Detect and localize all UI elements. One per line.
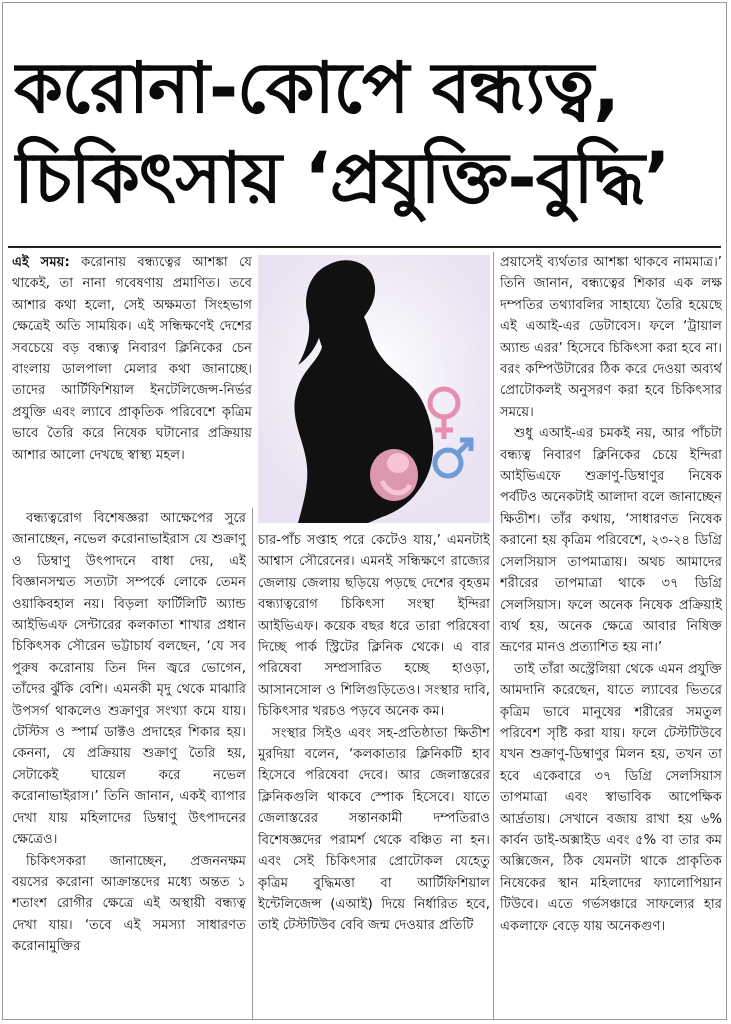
dateline: এই সময়: (12, 255, 70, 270)
column-divider (493, 252, 494, 1020)
article-column-3 (500, 252, 722, 1022)
paragraph: শুধু এআই-এর চমকই নয়, আর পাঁচটা বন্ধ্যত্ব নিবারণ ক্লিনিকের চেয়ে ইন্দিরা আইভিএফে শুক্রাণু-ডিম্বাণুর নিষেক পর্বটিও অনেকটাই আলাদা বলে জানাচ্ছেন ক্ষিতীশ। তাঁর কথায়, ‘সাধারণত নিষেক করানো হয় কৃত্রিম পরিবেশে, ২৩-২৪ ডিগ্রি সেলসিয়াস তাপমাত্রায়। অথচ আমাদের শরীরের তাপমাত্রা থাকে ৩৭ ডিগ্রি সেলসিয়াস। ফলে অনেক নিষেক প্রক্রিয়াই ব্যর্থ হয়, অনেক ক্ষেত্রে আবার নিষিক্ত ভ্রূণের মানও প্রত্যাশিত হয় না।’ (500, 426, 722, 656)
headline-line-1: করোনা-কোপে বন্ধ্যত্ব, (14, 47, 619, 129)
article-column-1 (12, 508, 246, 1022)
silhouette-svg (258, 255, 490, 523)
article-column-2 (258, 530, 490, 1022)
paragraph: তাই তাঁরা অস্ট্রেলিয়া থেকে এমন প্রযুক্তি আমদানি করেছেন, যাতে ল্যাবের ভিতরে কৃত্রিম ভাবে মানুষের শরীরের সমতুল পরিবেশ সৃষ্টি করা যায়। ফলে টেস্টটিউবে যখন শুক্রাণু-ডিম্বাণুর মিলন হয়, তখন তা হবে একেবারে ৩৭ ডিগ্রি সেলসিয়াস তাপমাত্রা এবং স্বাভাবিক আপেক্ষিক আর্দ্রতায়। সেখানে বজায় রাখা হয় ৬% কার্বন ডাই-অক্সাইড এবং ৫% বা তার কম অক্সিজেন, ঠিক যেমনটা থাকে প্রাকৃতিক নিষেকের স্থান মহিলাদের ফ্যালোপিয়ান টিউবে। এতে গর্ভসঞ্চারে সাফল্যের হার একলাফে বেড়ে যায় অনেকগুণ। (500, 661, 722, 934)
paragraph: বন্ধ্যত্বরোগ বিশেষজ্ঞরা আক্ষেপের সুরে জানাচ্ছেন, নভেল করোনাভাইরাস যে শুক্রাণু ও ডিম্বাণু উৎপাদনে বাধা দেয়, এই বিজ্ঞানসম্মত সত্যটা সম্পর্কে লোকে তেমন ওয়াকিবহাল নয়। বিড়লা ফার্টিলিটি অ্যান্ড আইভিএফ সেন্টারের কলকাতা শাখার প্রধান চিকিৎসক সৌরেন ভট্টাচার্য বলছেন, ‘যে সব পুরুষ করোনায় তিন দিন জ্বরে ভোগেন, তাঁদের ঝুঁকি বেশি। এমনকী মৃদু থেকে মাঝারি উপসর্গ থাকলেও শুক্রাণুর সংখ্যা কমে যায়। টেস্টিস ও স্পার্ম ডাক্টও প্রদাহের শিকার হয়। কেননা, যে প্রক্রিয়ায় শুক্রাণু তৈরি হয়, সেটাকেই ঘায়েল করে নভেল করোনাভাইরাস।’ তিনি জানান, একই ব্যাপার দেখা যায় মহিলাদের ডিম্বাণু উৎপাদনের ক্ষেত্রেও। (12, 511, 246, 848)
headline-rule (8, 246, 721, 248)
fetus-icon (370, 449, 418, 501)
headline-line-2: চিকিৎসায় ‘প্রযুক্তি-বুদ্ধি’ (14, 137, 670, 219)
paragraph: সংস্থার সিইও এবং সহ-প্রতিষ্ঠাতা ক্ষিতীশ মুরদিয়া বলেন, ‘কলকাতার ক্লিনিকটি হাব হিসেবে পরিষেবা দেবে। আর জেলাস্তরের ক্লিনিকগুলি থাকবে স্পোক হিসেবে। যাতে জেলাস্তরের সন্তানকামী দম্পতিরাও বিশেষজ্ঞদের পরামর্শ থেকে বঞ্চিত না হন। এবং সেই চিকিৎসার প্রোটোকল যেহেতু কৃত্রিম বুদ্ধিমত্তা বা আর্টিফিশিয়াল ইন্টেলিজেন্স (এআই) দিয়ে নির্ধারিত হবে, তাই টেস্টটিউব বেবি জন্ম দেওয়ার প্রতিটি (258, 725, 490, 934)
column-divider (252, 508, 253, 1020)
intro-paragraph (12, 252, 252, 506)
paragraph: চিকিৎসকরা জানাচ্ছেন, প্রজননক্ষম বয়সের করোনা আক্রান্তদের মধ্যে অন্তত ১ শতাংশ রোগীর ক্ষেত্রে এই অস্থায়ী বন্ধ্যত্ব দেখা যায়। ‘তবে এই সমস্যা সাধারণত করোনামুক্তির (12, 853, 246, 955)
paragraph: চার-পাঁচ সপ্তাহ পরে কেটেও যায়,’ এমনটাই আশ্বাস সৌরেনের। এমনই সন্ধিক্ষণে রাজ্যের জেলায় জেলায় ছড়িয়ে পড়ছে দেশের বৃহত্তম বন্ধ্যাত্বরোগ চিকিৎসা সংস্থা ইন্দিরা আইভিএফ। কয়েক বছর ধরে তারা পরিষেবা দিচ্ছে পার্ক স্ট্রিটের ক্লিনিক থেকে। এ বার পরিষেবা সম্প্রসারিত হচ্ছে হাওড়া, আসানসোল ও শিলিগুড়িতেও। সংস্থার দাবি, চিকিৎসার খরচও পড়বে অনেক কম। (258, 533, 490, 720)
pregnancy-silhouette-illustration (258, 255, 490, 523)
paragraph: প্রয়াসেই ব্যর্থতার আশঙ্কা থাকবে নামমাত্র।’ তিনি জানান, বন্ধ্যত্বের শিকার এক লক্ষ দম্পতির তথ্যাবলির সাহায্যে তৈরি হয়েছে এই এআই-এর ডেটাবেস। ফলে ‘ট্রায়াল অ্যান্ড এরর’ হিসেবে চিকিৎসা করা হবে না। বরং কম্পিউটারের ঠিক করে দেওয়া অব্যর্থ প্রোটোকলই অনুসরণ করা হবে চিকিৎসার সময়ে। (500, 255, 722, 420)
intro-text: করোনায় বন্ধ্যত্বের আশঙ্কা যে থাকেই, তা নানা গবেষণায় প্রমাণিত। তবে আশার কথা হলো, সেই অক্ষমতা সিংহভাগ ক্ষেত্রেই অতি সাময়িক। এই সন্ধিক্ষণেই দেশের সবচেয়ে বড় বন্ধ্যত্ব নিবারণ ক্লিনিকের চেন বাংলায় ডালপালা মেলার কথা জানাচ্ছে। তাদের আর্টিফিশিয়াল ইনটেলিজেন্স-নির্ভর প্রযুক্তি এবং ল্যাবে প্রাকৃতিক পরিবেশে কৃত্রিম ভাবে তৈরি করে নিষেক ঘটানোর প্রক্রিয়ায় আশার আলো দেখছে স্বাস্থ্য মহল। (12, 255, 252, 463)
